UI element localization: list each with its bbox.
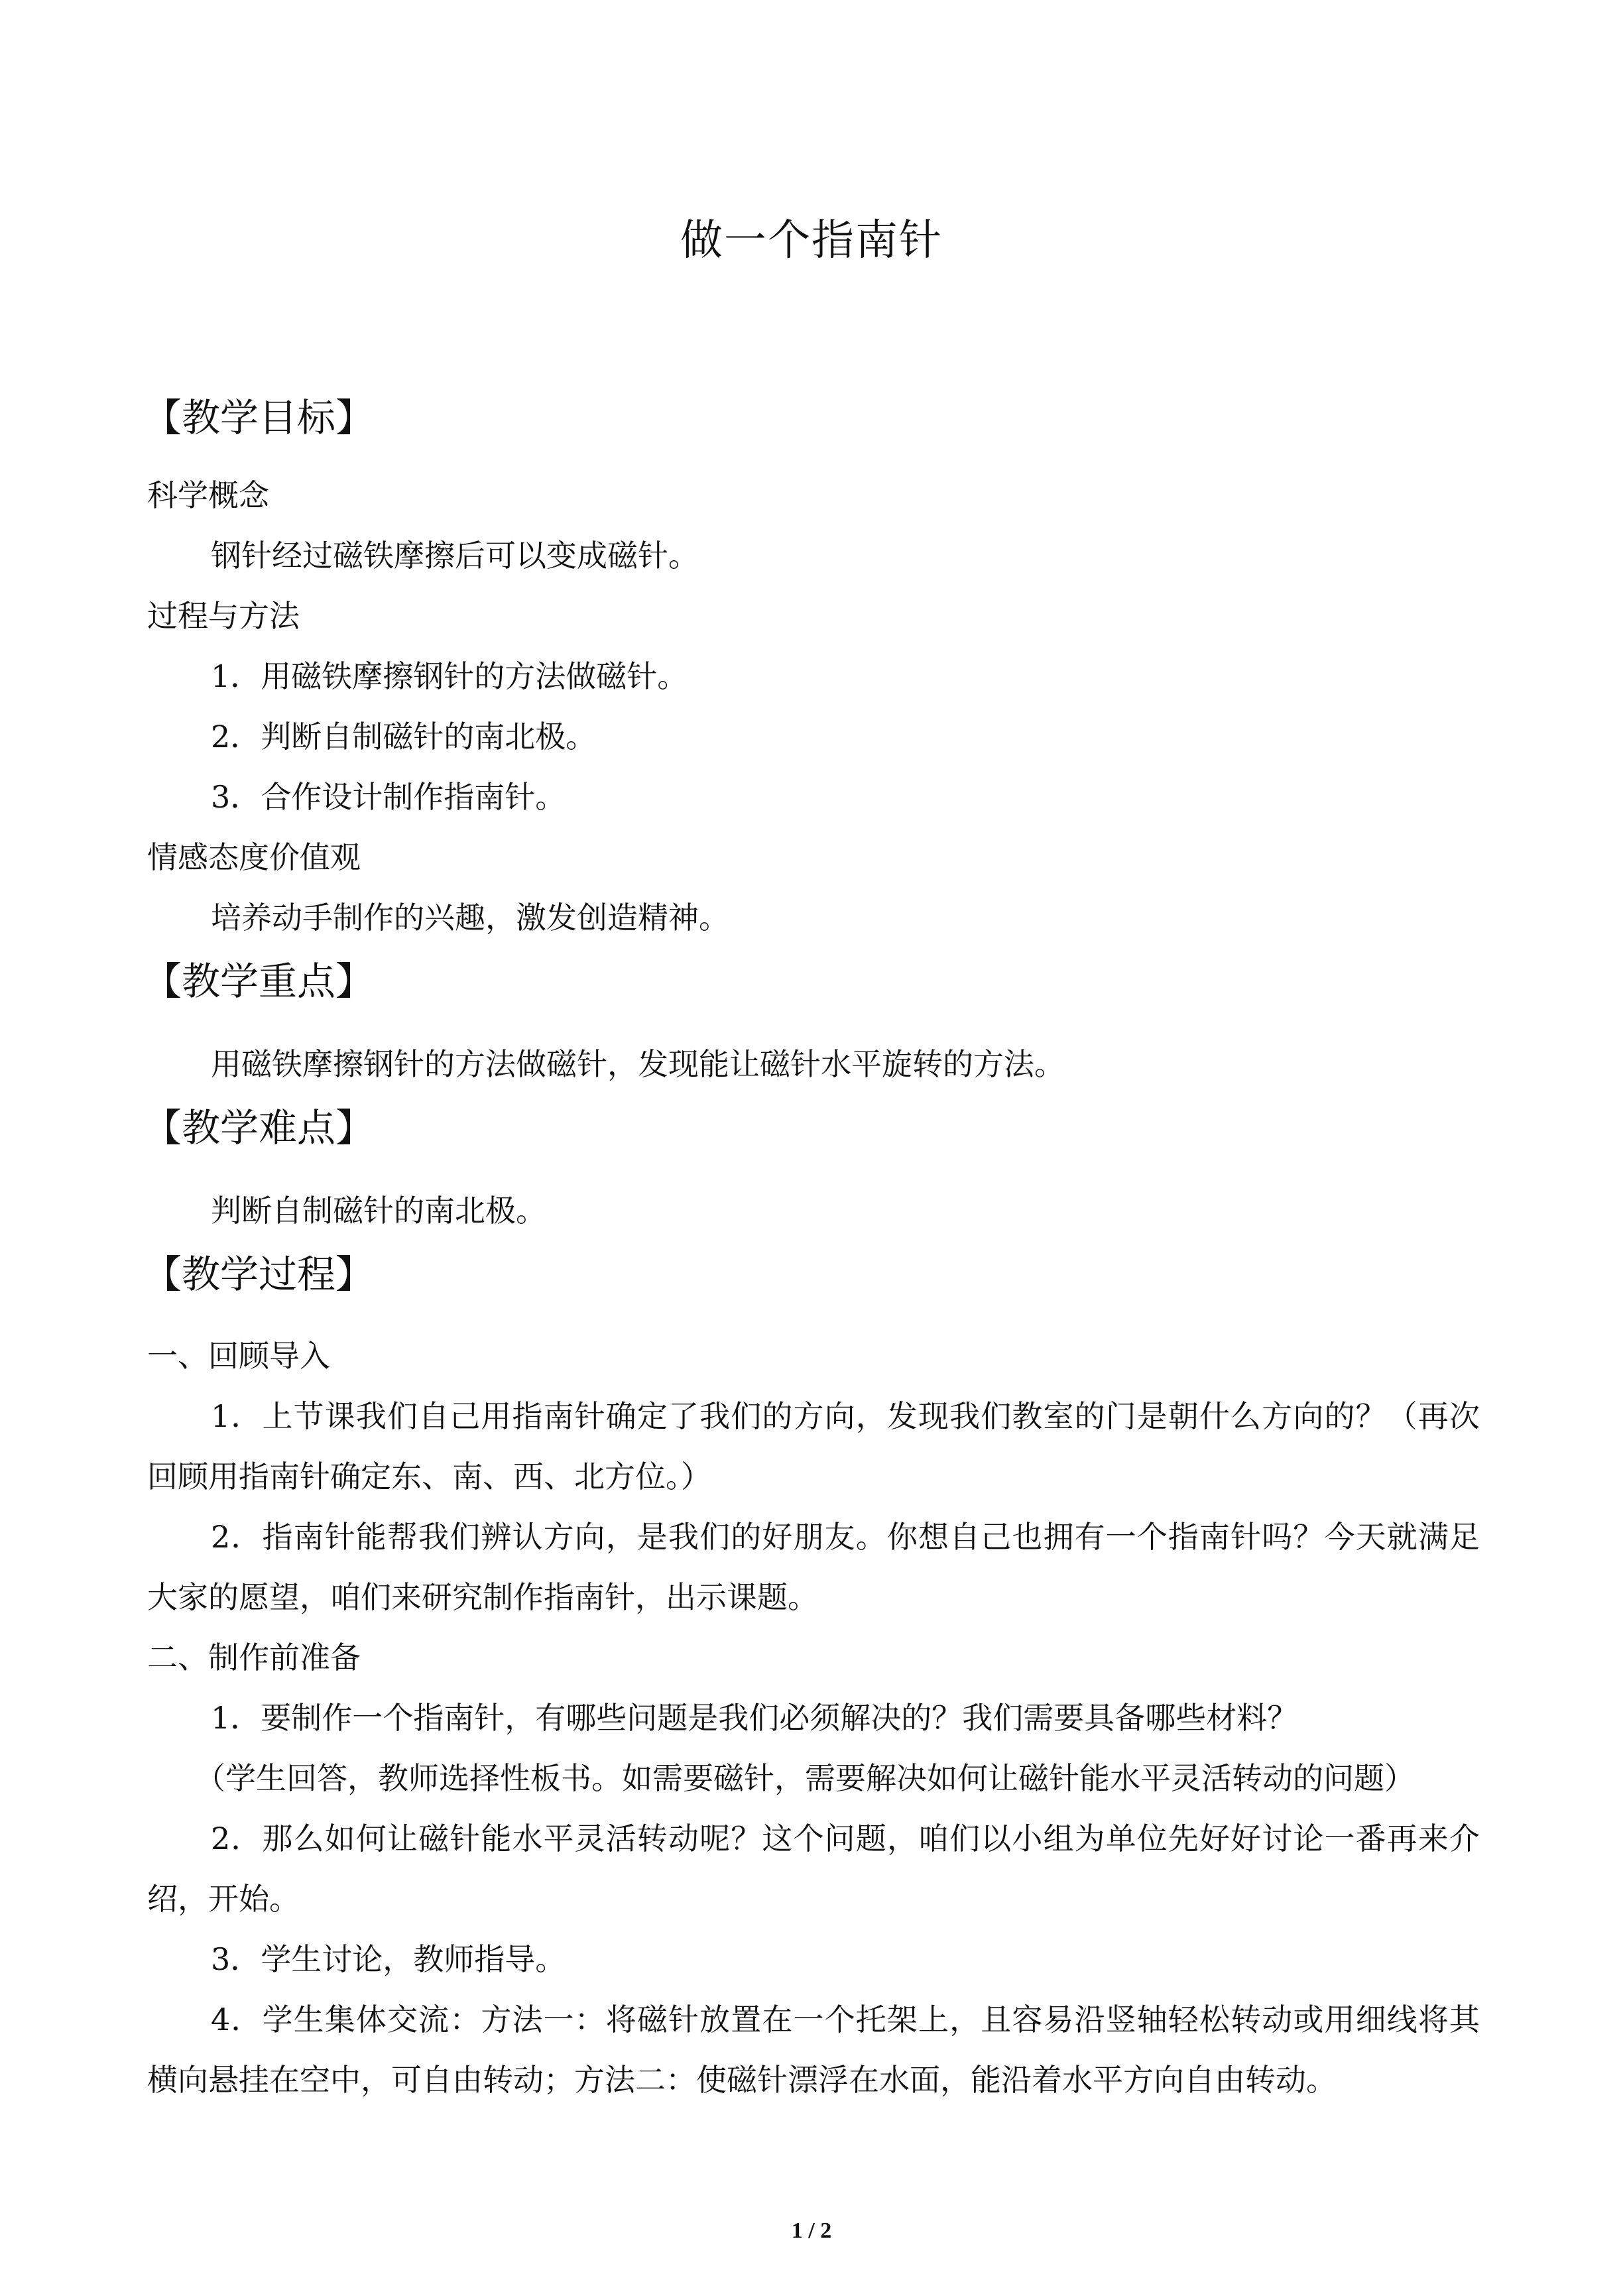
paragraph-part2-item3: 3．学生讨论，教师指导。: [211, 1941, 566, 1977]
paragraph-part2-item1: 1．要制作一个指南针，有哪些问题是我们必须解决的？我们需要具备哪些材料？: [211, 1700, 1298, 1736]
subheading-method: 过程与方法: [147, 598, 300, 634]
paragraph-part1-item2: 2．指南针能帮我们辨认方向，是我们的好朋友。你想自己也拥有一个指南针吗？今天就满足大家的愿望，咱们来研究制作指南针，出示课题。: [147, 1519, 1480, 1615]
subheading-concept: 科学概念: [147, 477, 269, 513]
subheading-part1: 一、回顾导入: [147, 1338, 330, 1374]
list-item-method-3: 3．合作设计制作指南针。: [211, 779, 566, 815]
section-heading-key-point: 【教学重点】: [143, 959, 375, 1004]
paragraph-concept: 钢针经过磁铁摩擦后可以变成磁针。: [211, 538, 699, 574]
list-item-method-2: 2．判断自制磁针的南北极。: [211, 719, 597, 755]
section-heading-difficulty: 【教学难点】: [143, 1105, 375, 1150]
paragraph-difficulty: 判断自制磁针的南北极。: [211, 1193, 546, 1229]
subheading-part2: 二、制作前准备: [147, 1640, 361, 1675]
document-title: 做一个指南针: [680, 216, 943, 265]
paragraph-part2-item2: 2．那么如何让磁针能水平灵活转动呢？这个问题，咱们以小组为单位先好好讨论一番再来介绍，开始。: [147, 1821, 1480, 1917]
page-number: 1 / 2: [791, 2218, 832, 2243]
paragraph-key-point: 用磁铁摩擦钢针的方法做磁针，发现能让磁针水平旋转的方法。: [211, 1046, 1065, 1082]
list-item-method-1: 1．用磁铁摩擦钢针的方法做磁针。: [211, 658, 688, 694]
subheading-attitude: 情感态度价值观: [147, 839, 361, 875]
document-body: [143, 385, 1480, 2110]
section-heading-goals: 【教学目标】: [143, 395, 375, 440]
paragraph-part2-note: （学生回答，教师选择性板书。如需要磁针，需要解决如何让磁针能水平灵活转动的问题）: [195, 1760, 1415, 1796]
paragraph-attitude: 培养动手制作的兴趣，激发创造精神。: [211, 900, 729, 936]
paragraph-part1-item1: 1．上节课我们自己用指南针确定了我们的方向，发现我们教室的门是朝什么方向的？（再次回顾用指南针确定东、南、西、北方位。）: [147, 1398, 1480, 1494]
section-heading-process: 【教学过程】: [143, 1252, 375, 1297]
paragraph-part2-item4: 4．学生集体交流：方法一：将磁针放置在一个托架上，且容易沿竖轴轻松转动或用细线将其横向悬挂在空中，可自由转动；方法二：使磁针漂浮在水面，能沿着水平方向自由转动。: [147, 2002, 1480, 2098]
